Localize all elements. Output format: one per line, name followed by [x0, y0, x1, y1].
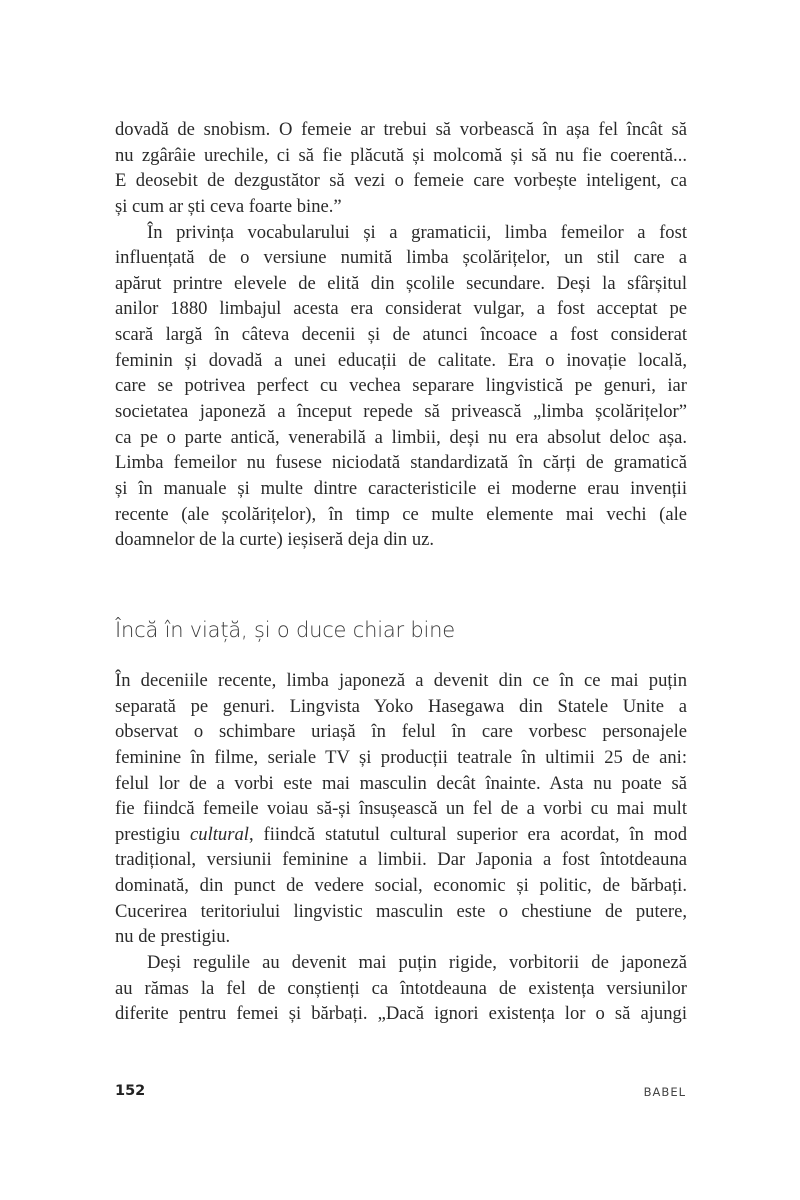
text-line: influențată de o versiune numită limba școlărițelor, un stil care a [115, 247, 687, 269]
text-line: tradițional, versiunii feminine a limbii. Dar Japonia a fost întotdeauna [115, 849, 687, 871]
text-line: separată pe genuri. Lingvista Yoko Hasegawa din Statele Unite a [115, 695, 687, 717]
text-segment: prestigiu [115, 823, 191, 845]
text-line: societatea japoneză a început repede să privească „limba școlărițelor” [115, 401, 687, 423]
section-heading: Încă în viață, și o duce chiar bine [115, 618, 456, 642]
text-line: felul lor de a vorbi este mai masculin decât înainte. Asta nu poate să [115, 772, 687, 794]
text-line: În deceniile recente, limba japoneză a devenit din ce în ce mai puțin [115, 670, 687, 691]
text-line: diferite pentru femei și bărbați. „Dacă ignori existența lor o să ajungi [115, 1003, 687, 1025]
text-line: fie fiindcă femeile voiau să-și însușească un fel de a vorbi cu mai mult [115, 798, 687, 820]
text-line: dominată, din punct de vedere social, economic și politic, de bărbați. [115, 875, 687, 897]
text-line: recente (ale școlărițelor), în timp ce multe elemente mai vechi (ale [115, 503, 687, 525]
text-line: care se potrivea perfect cu vechea separare lingvistică pe genuri, iar [115, 375, 687, 397]
text-line: E deosebit de dezgustător să vezi o femeie care vorbește inteligent, ca [115, 170, 687, 192]
body-text-section-2 [115, 668, 687, 1027]
text-line: feminin și dovadă a unei educații de calitate. Era o inovație locală, [115, 349, 687, 371]
text-line: ca pe o parte antică, venerabilă a limbii, deși nu era absolut deloc așa. [115, 426, 687, 448]
page-number: 152 [115, 1083, 146, 1099]
text-line: nu zgârâie urechile, ci să fie plăcută și molcomă și să nu fie coerentă... [115, 144, 687, 166]
text-line: Limba femeilor nu fusese niciodată standardizată în cărți de gramatică [115, 452, 687, 474]
text-line: apărut printre elevele de elită din școlile secundare. Deși la sfârșitul [115, 272, 687, 294]
text-line: și în manuale și multe dintre caracteristicile ei moderne erau invenții [115, 477, 687, 499]
text-line: observat o schimbare uriașă în felul în care vorbesc personajele [115, 721, 687, 743]
text-line: doamnelor de la curte) ieșiseră deja din uz. [115, 529, 435, 551]
italic-emphasis: cultural [190, 823, 249, 845]
text-line: Deși regulile au devenit mai puțin rigide, vorbitorii de japoneză [147, 952, 687, 974]
running-title: BABEL [643, 1085, 686, 1099]
text-line: feminine în filme, seriale TV și producții teatrale în ultimii 25 de ani: [115, 746, 687, 768]
text-line [115, 822, 687, 848]
text-line: au rămas la fel de conștienți ca întotdeauna de existența versiunilor [115, 977, 687, 999]
text-line: dovadă de snobism. O femeie ar trebui să vorbească în așa fel încât să [115, 119, 687, 140]
text-line: În privința vocabularului și a gramaticii, limba femeilor a fost [147, 221, 687, 243]
body-text-section-1 [115, 117, 687, 553]
text-line: Cucerirea teritoriului lingvistic masculin este o chestiune de putere, [115, 900, 687, 922]
text-line: anilor 1880 limbajul acesta era considerat vulgar, a fost acceptat pe [115, 298, 687, 320]
text-line: scară largă în câteva decenii și de atunci încoace a fost considerat [115, 324, 687, 346]
text-line: nu de prestigiu. [115, 926, 231, 948]
text-segment: , fiindcă statutul cultural superior era acordat, în mod [248, 823, 687, 845]
text-line: și cum ar ști ceva foarte bine.” [115, 195, 342, 217]
